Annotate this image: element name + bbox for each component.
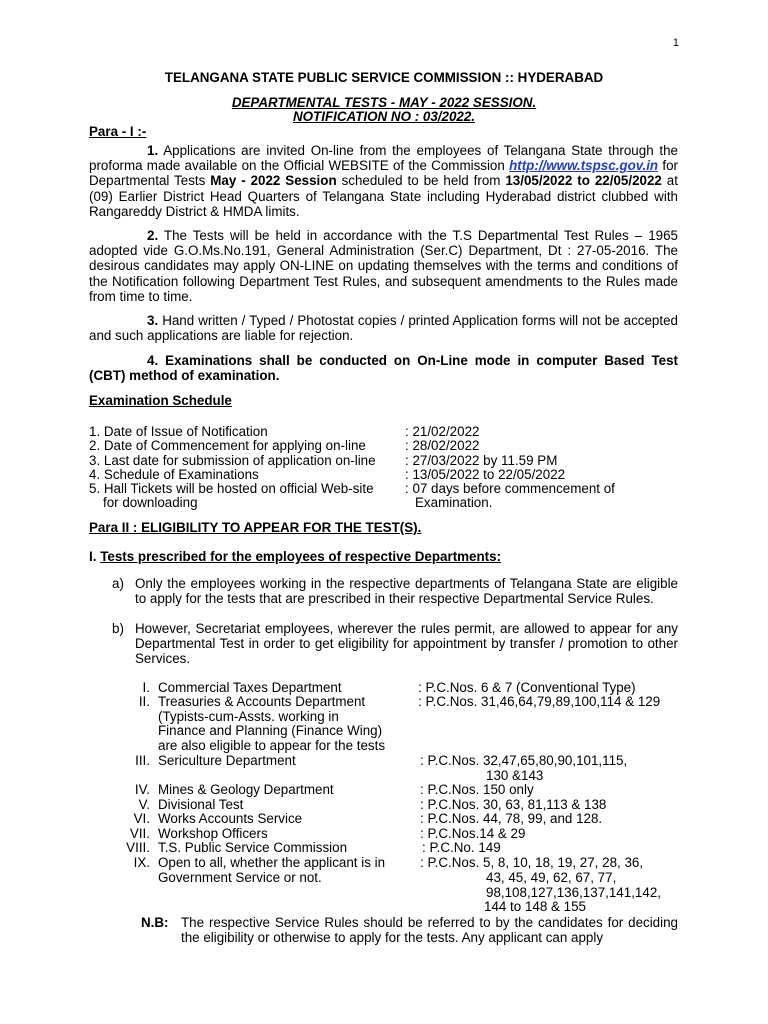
- dept-name: Divisional Test: [158, 797, 244, 812]
- dept-name: Mines & Geology Department: [158, 782, 334, 797]
- eligibility-item-a: Only the employees working in the respective departments of Telangana State are eligible to apply for the tests that are prescribed in their respective Departmental Service Rules.: [135, 576, 678, 607]
- dept-number: III.: [135, 753, 150, 768]
- dept-pc-numbers: 130 &143: [486, 768, 544, 783]
- para2-subheading: I. Tests prescribed for the employees of respective Departments:: [89, 549, 502, 564]
- dept-pc-numbers: : P.C.Nos. 32,47,65,80,90,101,115,: [420, 753, 628, 768]
- dept-name: Workshop Officers: [158, 826, 268, 841]
- dept-name: Treasuries & Accounts Department: [158, 694, 366, 709]
- dept-number: IX.: [133, 855, 150, 870]
- dept-pc-numbers: : P.C.Nos. 6 & 7 (Conventional Type): [418, 680, 636, 695]
- commission-title: TELANGANA STATE PUBLIC SERVICE COMMISSION :: HYDERABAD: [164, 70, 604, 85]
- dept-note: are also eligible to appear for the tests: [158, 738, 386, 753]
- dept-note: (Typists-cum-Assts. working in: [158, 709, 339, 724]
- dept-pc-numbers: : P.C.Nos. 5, 8, 10, 18, 19, 27, 28, 36,: [420, 855, 644, 870]
- dept-pc-numbers: : P.C.Nos. 44, 78, 99, and 128.: [420, 811, 603, 826]
- dept-pc-numbers: : P.C.Nos. 30, 63, 81,113 & 138: [420, 797, 607, 812]
- schedule-heading: Examination Schedule: [89, 393, 232, 408]
- dept-pc-numbers: : P.C.Nos.14 & 29: [420, 826, 526, 841]
- dept-pc-numbers: 98,108,127,136,137,141,142,: [486, 885, 661, 900]
- dept-number: I.: [142, 680, 150, 695]
- schedule-row: for downloading Examination.: [103, 495, 493, 510]
- para1-item1: 1. Applications are invited On-line from the employees of Telangana State through the proforma made available on the Official WEBSITE of the Commission http://www.tspsc.gov.in for Departmental Tests May - 2022 Session scheduled to be held from 13/05/2022 to 22/05/2022 at (09) Earlier District Head Quarters of Telangana State including Hyderabad district clubbed with Rangareddy District & HMDA limits.: [89, 143, 679, 219]
- para1-item2: 2. The Tests will be held in accordance with the T.S Departmental Test Rules – 1965 adopted vide G.O.Ms.No.191, General Administration (Ser.C) Department, Dt : 27-05-2016. The desirous candidates may apply ON-LINE on updating themselves with the terms and conditions of the Notification following Department Test Rules, and subsequent amendments to the Rules made from time to time.: [89, 228, 678, 304]
- dept-number: VII.: [129, 826, 150, 841]
- dept-pc-numbers: : P.C.No. 149: [422, 840, 501, 855]
- list-marker-b: b): [112, 621, 124, 636]
- dept-number: IV.: [134, 782, 150, 797]
- dept-pc-numbers: 144 to 148 & 155: [484, 899, 587, 914]
- dept-number: VIII.: [126, 840, 150, 855]
- schedule-row: 2. Date of Commencement for applying on-line : 28/02/2022: [89, 438, 480, 453]
- para1-label: Para - I :-: [89, 124, 147, 139]
- nb-label: N.B:: [141, 915, 169, 930]
- dept-name: Commercial Taxes Department: [158, 680, 342, 695]
- dept-pc-numbers: 43, 45, 49, 62, 67, 77,: [486, 870, 617, 885]
- website-link[interactable]: http://www.tspsc.gov.in: [509, 158, 659, 174]
- schedule-row: 4. Schedule of Examinations : 13/05/2022 to 22/05/2022: [89, 467, 566, 482]
- list-marker-a: a): [112, 576, 124, 591]
- dept-number: V.: [138, 797, 150, 812]
- nb-text: The respective Service Rules should be referred to by the candidates for deciding the eligibility or otherwise to apply for the tests. Any applicant can apply: [181, 915, 678, 946]
- schedule-row: 5. Hall Tickets will be hosted on official Web-site : 07 days before commencement of: [89, 481, 615, 496]
- page-number: 1: [672, 37, 679, 49]
- dept-name: Sericulture Department: [158, 753, 296, 768]
- schedule-row: 3. Last date for submission of application on-line : 27/03/2022 by 11.59 PM: [89, 453, 558, 468]
- dept-name: T.S. Public Service Commission: [158, 840, 348, 855]
- schedule-row: 1. Date of Issue of Notification : 21/02/2022: [89, 424, 480, 439]
- dept-number: II.: [138, 694, 150, 709]
- dept-pc-numbers: : P.C.Nos. 150 only: [420, 782, 534, 797]
- session-title: DEPARTMENTAL TESTS - MAY - 2022 SESSION.: [231, 95, 537, 110]
- para2-heading: Para II : ELIGIBILITY TO APPEAR FOR THE TEST(S).: [89, 520, 422, 535]
- notification-number: NOTIFICATION NO : 03/2022.: [292, 109, 476, 124]
- eligibility-item-b: However, Secretariat employees, wherever the rules permit, are allowed to appear for any Departmental Test in order to get eligibility for appointment by transfer / promotion to other Services.: [135, 621, 678, 667]
- para1-item3: 3. Hand written / Typed / Photostat copies / printed Application forms will not be accepted and such applications are liable for rejection.: [89, 313, 678, 344]
- dept-name: Open to all, whether the applicant is in: [158, 855, 386, 870]
- dept-note: Government Service or not.: [158, 870, 322, 885]
- dept-number: VI.: [133, 811, 150, 826]
- dept-pc-numbers: : P.C.Nos. 31,46,64,79,89,100,114 & 129: [418, 694, 661, 709]
- dept-name: Works Accounts Service: [158, 811, 303, 826]
- dept-note: Finance and Planning (Finance Wing): [158, 723, 383, 738]
- para1-item4: 4. Examinations shall be conducted on On-Line mode in computer Based Test (CBT) method of examination.: [89, 353, 678, 384]
